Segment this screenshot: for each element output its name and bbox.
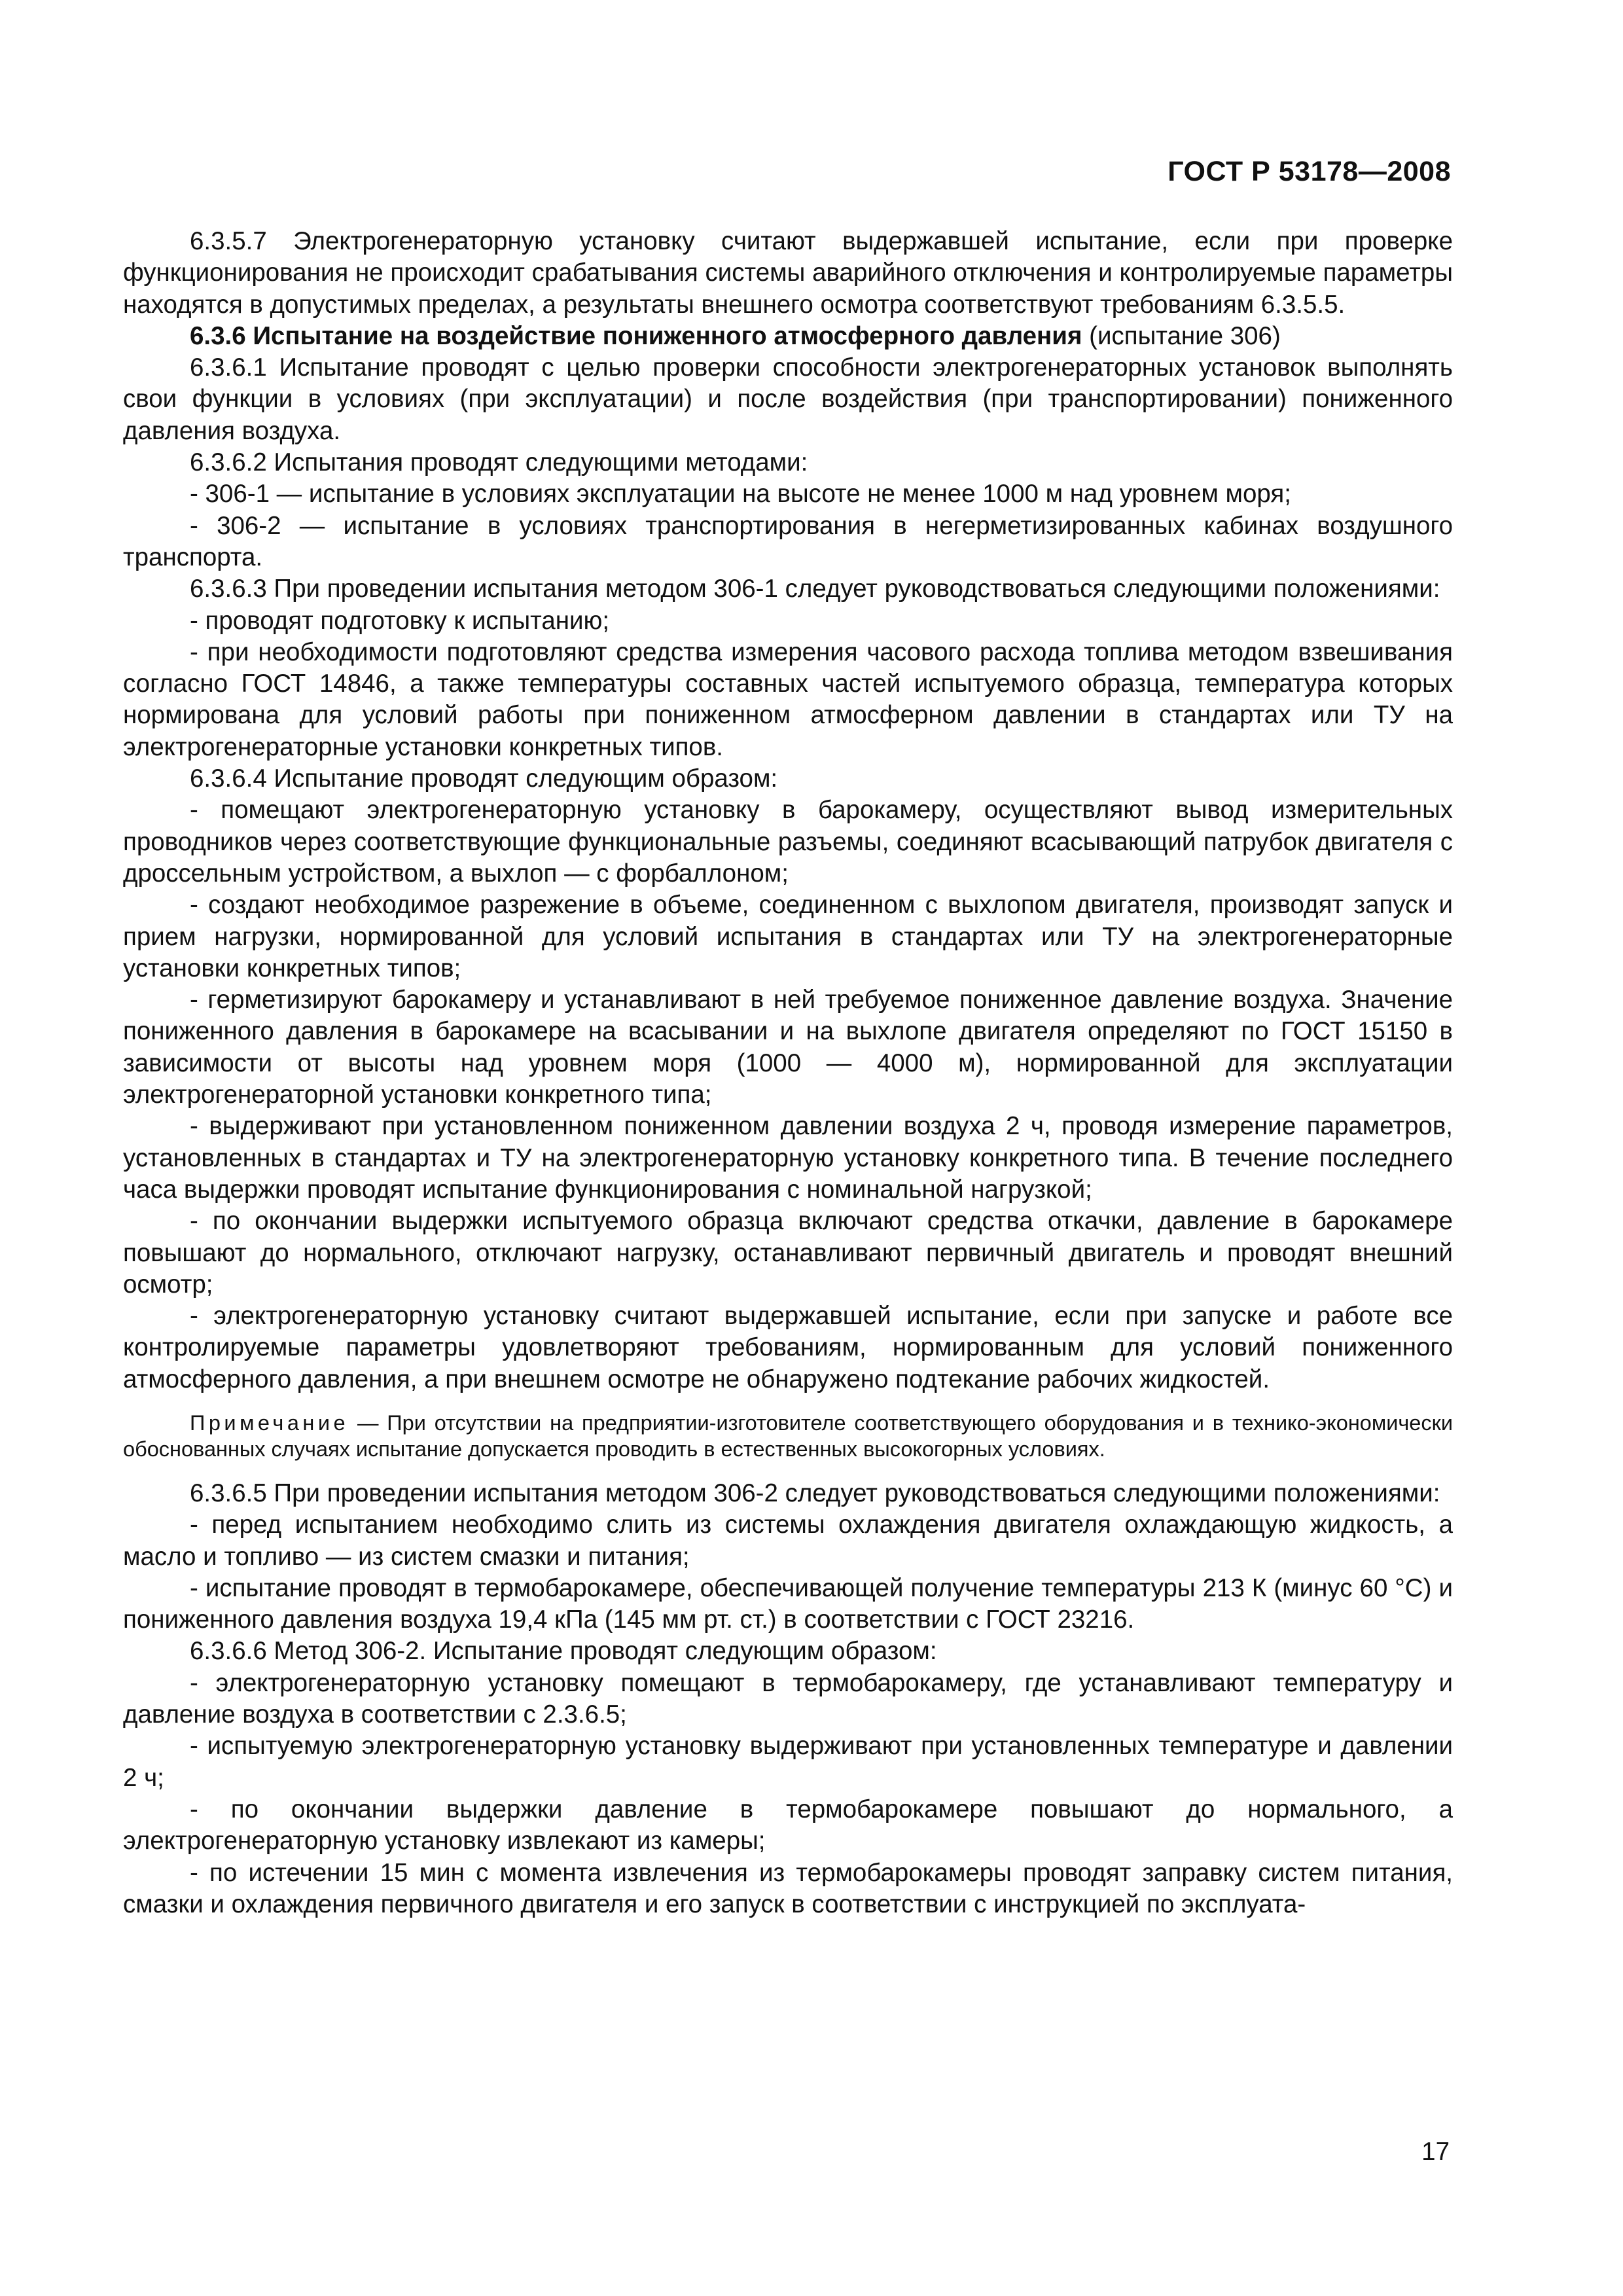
list-item: - электрогенераторную установку помещают в термобарокамеру, где устанавливают температуру и давление воздуха в соответствии с 2.3.6.5; [123, 1668, 1453, 1729]
list-item: - по окончании выдержки давление в термобарокамере повышают до нормального, а электрогенераторную установку извлекают из камеры; [123, 1795, 1453, 1856]
section-heading-6-3-6 [123, 321, 1453, 352]
list-item: - испытуемую электрогенераторную установку выдерживают при установленных температуре и давлении 2 ч; [123, 1732, 1453, 1792]
paragraph-6-3-6-3: 6.3.6.3 При проведении испытания методом 306-1 следует руководствоваться следующими положениями: [190, 575, 1440, 603]
list-item: - перед испытанием необходимо слить из системы охлаждения двигателя охлаждающую жидкость, а масло и топливо — из систем смазки и питания; [123, 1511, 1453, 1571]
list-item: - по окончании выдержки испытуемого образца включают средства откачки, давление в барокамере повышают до нормального, отключают нагрузку, останавливают первичный двигатель и проводят внешний осмотр; [123, 1207, 1453, 1299]
list-item: - испытание проводят в термобарокамере, обеспечивающей получение температуры 213 К (минус 60 °С) и пониженного давления воздуха 19,4 кПа (145 мм рт. ст.) в соответствии с ГОСТ 23216. [123, 1573, 1453, 1634]
paragraph-6-3-6-6: 6.3.6.6 Метод 306-2. Испытание проводят следующим образом: [190, 1637, 937, 1666]
list-item: - герметизируют барокамеру и устанавливают в ней требуемое пониженное давление воздуха. Значение пониженного давления в барокамере на всасывании и на выхлопе двигателя определяют по ГОСТ 15150 в зависимости от высоты над уровнем моря (1000 — 4000 м), нормированной для эксплуатации электрогенераторной установки конкретного типа; [123, 986, 1453, 1109]
note [123, 1410, 1453, 1462]
list-item: - 306-2 — испытание в условиях транспортирования в негерметизированных кабинах воздушного транспорта. [123, 511, 1453, 571]
list-item: - электрогенераторную установку считают выдержавшей испытание, если при запуске и работе все контролируемые параметры удовлетворяют требованиям, нормированным для условий пониженного атмосферного давления, а при внешнем осмотре не обнаружено подтекание рабочих жидкостей. [123, 1302, 1453, 1393]
paragraph-6-3-5-7: 6.3.5.7 Электрогенераторную установку считают выдержавшей испытание, если при проверке функционирования не происходит срабатывания системы аварийного отключения и контролируемые параметры находятся в допустимых пределах, а результаты внешнего осмотра соответствуют требованиям 6.3.5.5. [123, 227, 1453, 319]
note-label: Примечание [190, 1410, 349, 1435]
section-heading-bold: 6.3.6 Испытание на воздействие пониженного атмосферного давления [190, 321, 1082, 350]
paragraph-6-3-6-2: 6.3.6.2 Испытания проводят следующими методами: [190, 448, 808, 477]
list-item: - выдерживают при установленном пониженном давлении воздуха 2 ч, проводя измерение параметров, установленных в стандартах и ТУ на электрогенераторную установку конкретного типа. В течение последнего часа выдержки проводят испытание функционирования с номинальной нагрузкой; [123, 1112, 1453, 1204]
list-item: - помещают электрогенераторную установку в барокамеру, осуществляют вывод измерительных проводников через соответствующие функциональные разъемы, соединяют всасывающий патрубок двигателя с дроссельным устройством, а выхлоп — с форбаллоном; [123, 796, 1453, 888]
list-item: - 306-1 — испытание в условиях эксплуатации на высоте не менее 1000 м над уровнем моря; [190, 480, 1291, 509]
document-body [123, 226, 1453, 1920]
document-code-header: ГОСТ Р 53178—2008 [1168, 156, 1451, 187]
list-item: - проводят подготовку к испытанию; [190, 606, 610, 635]
page-number: 17 [1421, 2138, 1450, 2166]
section-heading-rest: (испытание 306) [1082, 321, 1281, 350]
list-item: - создают необходимое разрежение в объеме, соединенном с выхлопом двигателя, производят запуск и прием нагрузки, нормированной для условий испытания в стандартах или ТУ на электрогенераторные установки конкретных типов; [123, 891, 1453, 982]
list-item: - по истечении 15 мин с момента извлечения из термобарокамеры проводят заправку систем питания, смазки и охлаждения первичного двигателя и его запуск в соответствии с инструкцией по эксплуата- [123, 1858, 1453, 1918]
paragraph-6-3-6-5: 6.3.6.5 При проведении испытания методом 306-2 следует руководствоваться следующими положениями: [190, 1479, 1440, 1507]
paragraph-6-3-6-1: 6.3.6.1 Испытание проводят с целью проверки способности электрогенераторных установок выполнять свои функции в условиях (при эксплуатации) и после воздействия (при транспортировании) пониженного давления воздуха. [123, 353, 1453, 445]
paragraph-6-3-6-4: 6.3.6.4 Испытание проводят следующим образом: [190, 764, 778, 793]
list-item: - при необходимости подготовляют средства измерения часового расхода топлива методом взвешивания согласно ГОСТ 14846, а также температуры составных частей испытуемого образца, температура которых нормирована для условий работы при пониженном атмосферном давлении в стандартах или ТУ на электрогенераторные установки конкретных типов. [123, 637, 1453, 761]
note-text: — При отсутствии на предприятии-изготовителе соответствующего оборудования и в технико-экономически обоснованных случаях испытание допускается проводить в естественных высокогорных условиях. [123, 1410, 1453, 1461]
